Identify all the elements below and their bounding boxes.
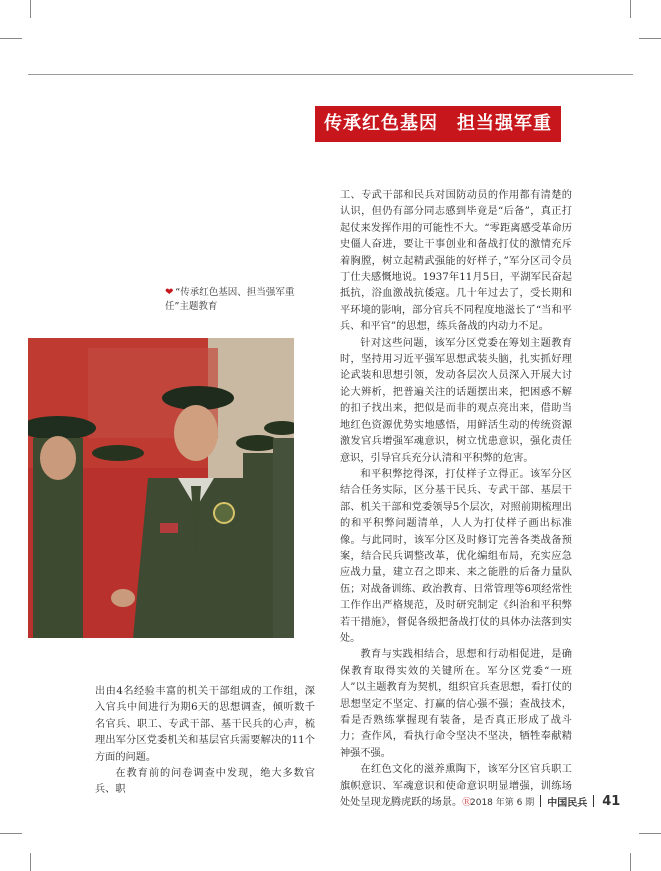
crop-mark [0,38,22,39]
crop-mark [30,0,31,18]
paragraph: 在教育前的问卷调查中发现，绝大多数官兵、职 [95,768,315,796]
caption-text: “传承红色基因、担当强军重任”主题教育 [165,287,295,312]
paragraph: 出由4名经验丰富的机关干部组成的工作组，深入官兵中间进行为期6天的思想调查，倾听数千名官兵、职工、专武干部、基干民兵的心声，梳理出军分区党委机关和基层官兵需要解决的11个方面的问题。 [95,686,315,763]
crop-mark [639,833,661,834]
footer-divider [593,795,594,807]
soldiers-photo [28,338,294,638]
left-text-column [95,684,315,799]
crop-mark [630,853,631,871]
section-banner: 传承红色基因 担当强军重任 [315,106,561,142]
paragraph: 工、专武干部和民兵对国防动员的作用都有清楚的认识，但仍有部分同志感到毕竟是“后备”，真正打起仗来发挥作用的可能性不大。“零距离感受革命历史僵人奋进，要让干事创业和备战打仗的激情充斥着胸膛，树立起精武强能的好样子，”军分区司令员丁仕夫感慨地说。1937年11月5日，平湖军民奋起抵抗，浴血激战抗倭寇。几十年过去了，受长期和平环境的影响，部分官兵不同程度地滋长了“当和平兵、和平官”的思想，练兵备战的内动力不足。 [340,190,572,333]
right-text-column [340,188,572,811]
paragraph: 针对这些问题，该军分区党委在筹划主题教育时，坚持用习近平强军思想武装头脑，扎实抓好理论武装和思想引领，发动各层次人员深入开展大讨论大辨析，把普遍关注的话题摆出来，把困惑不解的扣子找出来，把似是而非的观点亮出来，借助当地红色资源优势实地感悟，用鲜活生动的传统资源激发官兵增强军魂意识，树立忧患意识，强化责任意识，引导官兵充分认清和平积弊的危害。 [340,337,572,464]
photo-caption [165,286,295,314]
heart-icon: ❤ [165,287,174,298]
crop-mark [630,0,631,18]
crop-mark [639,38,661,39]
footer-divider [540,795,541,807]
paragraph: 教育与实践相结合，思想和行动相促进，是确保教育取得实效的关键所在。军分区党委“一班人”以主题教育为契机，组织官兵查思想，看打仗的思想坚定不坚定、打赢的信心强不强；查战技术，看是否熟练掌握现有装备，是否真正形成了战斗力；查作风，看执行命令坚决不坚决，牺牲奉献精神强不强。 [340,649,572,759]
magazine-name: 中国民兵 [547,797,588,809]
page-number: 41 [602,793,621,809]
crop-mark [30,853,31,871]
crop-mark [0,833,22,834]
header-rule [28,74,633,75]
paragraph-text: 在红色文化的滋养熏陶下，该军分区官兵职工旗帜意识、军魂意识和使命意识明显增强，训练场处处呈现龙腾虎跃的场景。 [340,764,572,809]
page-footer [470,794,620,808]
end-mark: Ⓡ [462,798,472,809]
paragraph: 和平积弊挖得深，打仗样子立得正。该军分区结合任务实际，区分基干民兵、专武干部、基层干部、机关干部和党委领导5个层次，对照前期梳理出的和平积弊问题清单，人人为打仗样子画出标准像。与此同时，该军分区及时修订完善各类战备预案，结合民兵调整改革，优化编组布局，充实应急应战力量，建立召之即来、来之能胜的后备力量队伍；对战备训练、政治教育、日常管理等6项经常性工作作出严格规范，及时研究制定《纠治和平积弊若干措施》，督促各级把备战打仗的具体办法落到实处。 [340,468,572,644]
issue-label: 2018 年第 6 期 [470,797,535,808]
